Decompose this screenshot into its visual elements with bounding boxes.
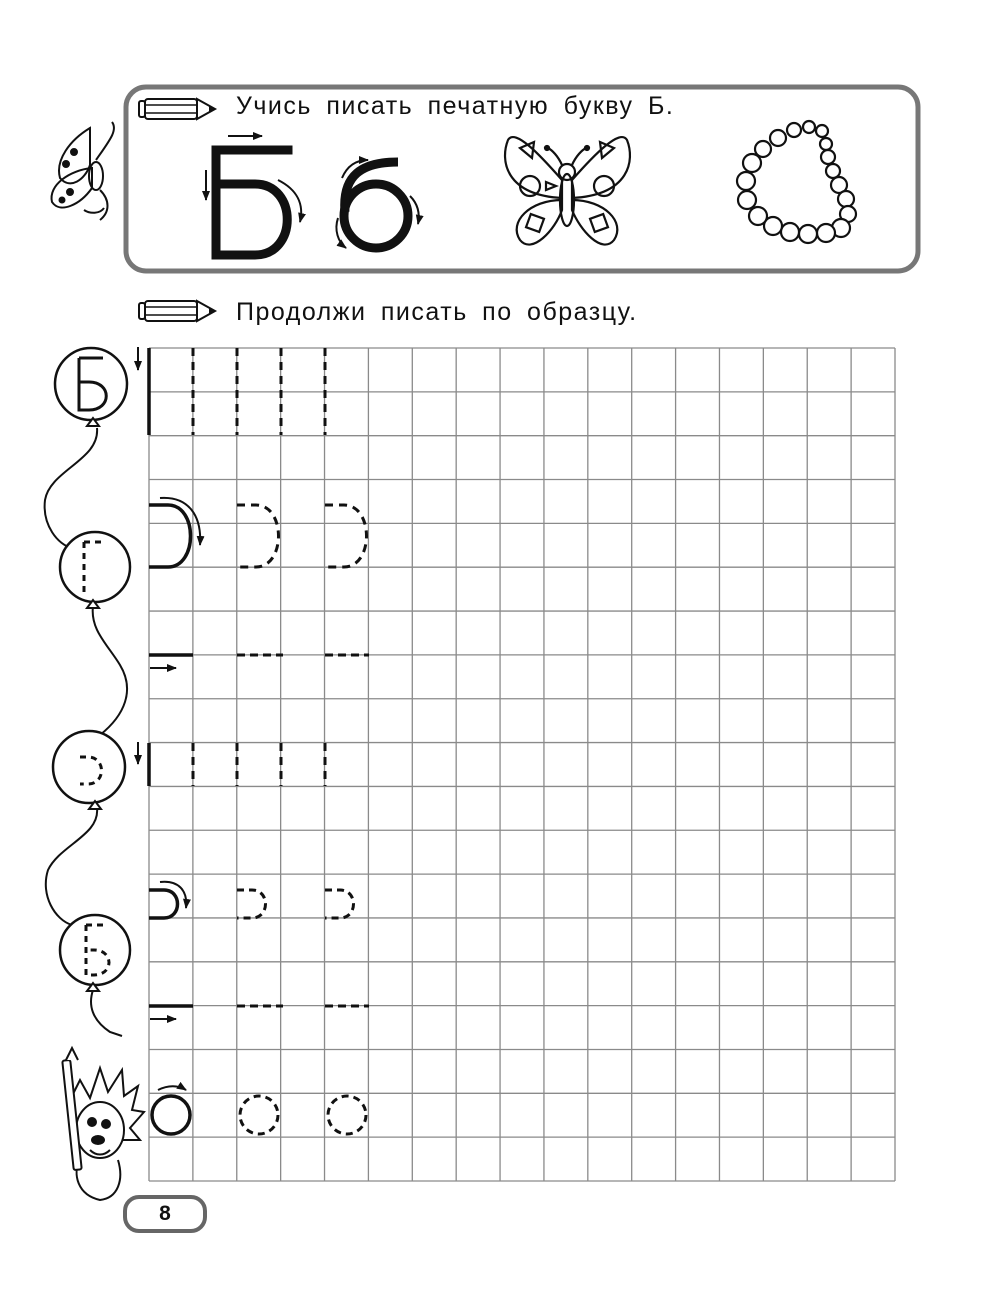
balloon-2	[60, 532, 130, 608]
instruction-continue: Продолжи писать по образцу.	[236, 298, 638, 326]
practice-row-arc	[149, 505, 367, 567]
pencil-icon	[139, 99, 215, 119]
hedgehog-icon	[62, 1048, 144, 1200]
writing-grid	[149, 348, 895, 1181]
practice-row-circle	[152, 1096, 366, 1134]
pencil-icon	[139, 301, 215, 321]
page-number: 8	[159, 1202, 171, 1225]
balloon-1	[55, 348, 127, 426]
stroke-arrow-icon	[158, 1086, 186, 1090]
instruction-learn: Учись писать печатную букву Б.	[236, 92, 675, 120]
balloon-3	[53, 731, 125, 809]
balloon-4	[60, 915, 130, 991]
butterfly-flower-icon	[52, 122, 114, 220]
practice-row-small-arc	[149, 890, 354, 918]
